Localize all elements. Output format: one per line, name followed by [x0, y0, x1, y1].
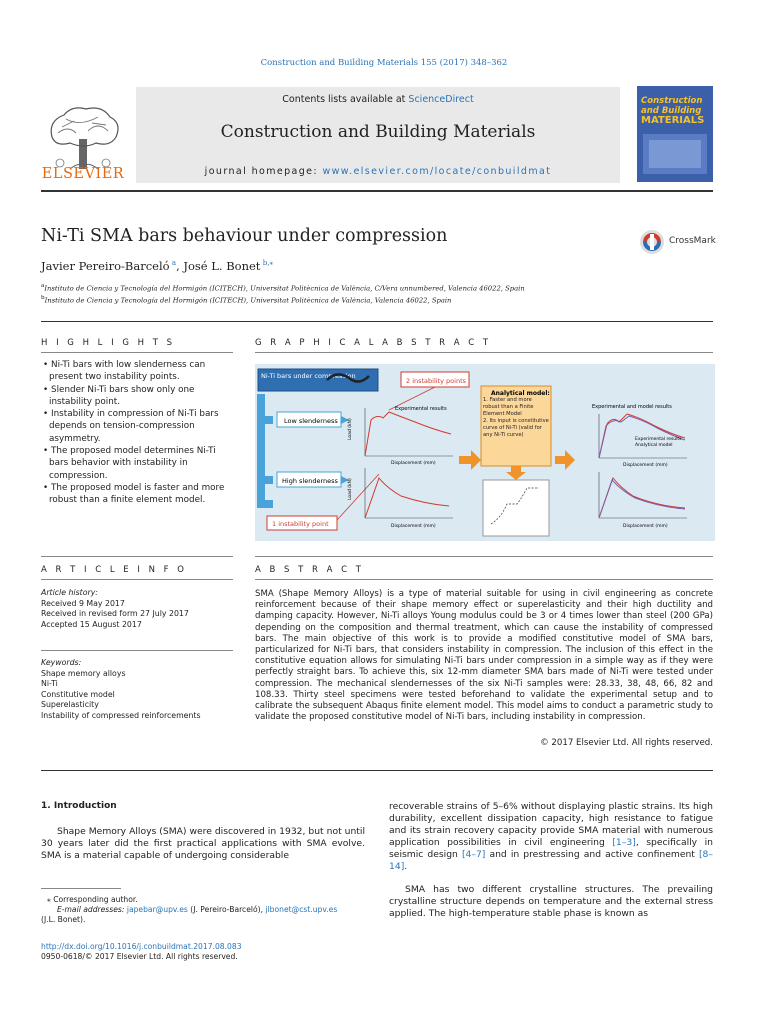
load-label-1: Load (kN) [348, 418, 353, 440]
contents-line: Contents lists available at ScienceDirect [282, 94, 474, 105]
article-info-top-rule [41, 556, 233, 557]
disp-label-1: Displacement (mm) [391, 461, 436, 466]
title-divider [41, 321, 713, 322]
email-link-1[interactable]: japebar@upv.es [126, 905, 188, 915]
disp-label-2: Displacement (mm) [391, 524, 436, 529]
article-info-heading: A R T I C L E I N F O [41, 565, 187, 575]
chart-high-slenderness [347, 468, 453, 529]
intro-paragraph-1: Shape Memory Alloys (SMA) were discovered in 1932, but not until 30 years later did the first practical applications with SMA evolve. SMA is a material capable of undergoing considerable [41, 826, 365, 861]
graphical-abstract-heading: G R A P H I C A L A B S T R A C T [255, 338, 492, 348]
keyword: Ni-Ti [41, 679, 58, 689]
author1-affil-link[interactable]: a [171, 259, 177, 268]
footnote-rule [41, 888, 121, 889]
publisher-name: ELSEVIER [41, 166, 125, 182]
affiliation-b: $^b$Instituto de Ciencia y Tecnología del Hormigón (ICITECH), Universitat Politècnica de València, Valencia 46022, Spain [41, 295, 452, 305]
highlights-heading: H I G H L I G H T S [41, 338, 176, 348]
article-title: Ni-Ti SMA bars behaviour under compression [41, 226, 448, 246]
cover-title: Construction and Building MATERIALS [641, 96, 705, 126]
doi-link[interactable]: http://dx.doi.org/10.1016/j.conbuildmat.2017.08.083 [41, 942, 242, 951]
footnote-block: ⁎ Corresponding author. E-mail addresses: japebar@upv.es (J. Pereiro-Barceló), jlbonet@cst.upv.es (J.L. Bonet). [41, 895, 338, 925]
article-history: Article history: Received 9 May 2017 Received in revised form 27 July 2017 Accepted 15 August 2017 [41, 588, 189, 629]
bars-under-compression-label: Ni-Ti bars under compression [261, 372, 356, 380]
abstract-copyright: © 2017 Elsevier Ltd. All rights reserved. [540, 738, 713, 748]
legend-exp: Experimental results [635, 437, 682, 442]
exp-results-label-1: Experimental results [395, 406, 447, 412]
legend-model: Analytical model [635, 443, 673, 448]
highlights-rule [41, 352, 233, 353]
chart-low-slenderness [347, 406, 453, 466]
intro-paragraph-2: SMA has two different crystalline structures. The prevailing crystalline structure depends on temperature and the external stress applied. The high-temperature stable phase is known as [389, 884, 713, 919]
graphical-abstract-svg [255, 364, 715, 541]
section-heading-introduction: 1. Introduction [41, 801, 117, 811]
two-instability-points-label: 2 instability points [406, 377, 467, 385]
header-divider [41, 190, 713, 192]
exp-model-results-label: Experimental and model results [592, 404, 672, 410]
highlights-list [41, 359, 233, 507]
keyword: Constitutive model [41, 689, 115, 699]
graphical-abstract-rule [255, 352, 713, 353]
abstract-text: SMA (Shape Memory Alloys) is a type of material suitable for using in civil engineering as concrete reinforcement because of their shape memory effect or superelasticity and their high ductility and damping capacity. However, Ni-Ti alloys Young modulus could be 3 or 4 times lower than steel (200 GPa) depending on the composition and thermal treatment, which can cause the instability of compressed bars. The main objective of this work is to provide a modified constitutive model of SMA bars, particularized for Ni-Ti bars, that considers instability in compression. The inclusion of this effect in the constitutive equation allows for simulating Ni-Ti bars under compression in a simple way as if they were perfectly straight bars. To achieve this, six 12-mm diameter SMA bars made of Ni-Ti were tested under compression. The mechanical slendernesses of the six Ni-Ti samples were: 28.33, 38, 48, 66, 82 and 108.33. Thirty steel specimens were tested beforehand to validate the experimental setup and to calibrate the subsequent Abaqus finite element model. This model aims to conduct a parametric study to validate the proposed constitutive model of Ni-Ti bars, including instability in compression. [255, 589, 713, 723]
chart-model-low [592, 404, 687, 468]
keyword: Instability of compressed reinforcements [41, 710, 201, 720]
abstract-top-rule [255, 556, 713, 557]
keywords-rule [41, 650, 233, 651]
keyword: Superelasticity [41, 700, 99, 710]
low-slenderness-label: Low slenderness [284, 417, 338, 425]
highlight-item: • The proposed model determines Ni-Ti bars behavior with instability in compression. [43, 446, 216, 481]
ref-link-1-3[interactable]: [1–3] [612, 836, 636, 848]
author2-affil-link[interactable]: b,⁎ [262, 259, 273, 268]
one-instability-point-label: 1 instability point [272, 520, 329, 528]
crossmark-label: CrossMark [669, 236, 716, 246]
highlight-item: • Ni-Ti bars with low slenderness can present two instability points. [43, 360, 206, 383]
email-link-2[interactable]: jlbonet@cst.upv.es [265, 905, 338, 915]
abstract-heading: A B S T R A C T [255, 565, 364, 575]
load-label-2: Load (kN) [348, 478, 353, 500]
crossmark-badge[interactable] [639, 229, 716, 255]
journal-name: Construction and Building Materials [220, 122, 536, 142]
keyword: Shape memory alloys [41, 668, 126, 678]
doi-block: http://dx.doi.org/10.1016/j.conbuildmat.2017.08.083 0950-0618/© 2017 Elsevier Ltd. All rights reserved. [41, 942, 381, 962]
author-list: Javier Pereiro-Barceló $^a$, José L. Bonet $^{b,⁎}$ [41, 259, 273, 273]
highlight-item: • Slender Ni-Ti bars show only one instability point. [43, 384, 195, 407]
disp-label-4: Displacement (mm) [623, 524, 668, 529]
highlight-item: • Instability in compression of Ni-Ti bars depends on tension-compression asymmetry. [43, 409, 219, 444]
article-info-rule [41, 579, 233, 580]
abstract-rule [255, 579, 713, 580]
crossmark-icon [639, 229, 665, 255]
highlight-item: • The proposed model is faster and more robust than a finite element model. [43, 482, 225, 506]
journal-homepage: journal homepage: www.elsevier.com/locate/conbuildmat [204, 166, 552, 177]
intro-col2-paragraph: recoverable strains of 5–6% without displaying plastic strains. Its high durability, excellent dissipation capacity, high resistance to fatigue and its strain recovery capacity provide SMA material with numerous application possibilities in civil engineering [1–3], specifically in seismic design [4–7] and in prestressing and active confinement [8–14]. [389, 801, 713, 872]
abstract-bottom-rule [41, 770, 713, 771]
analytical-model-points: 1. Faster and more robust than a Finite Element Model 2. Its input is constitutive curve of Ni-Ti (valid for any Ni-Ti curve) [483, 397, 549, 438]
ref-link-4-7[interactable]: [4–7] [461, 848, 486, 860]
sciencedirect-link[interactable]: ScienceDirect [408, 94, 474, 105]
journal-citation[interactable]: Construction and Building Materials 155 (2017) 348–362 [260, 58, 508, 68]
affiliation-a: $^a$Instituto de Ciencia y Tecnología del Hormigón (ICITECH), Universitat Politècnica de València, C/Vera unnumbered, Valencia 46022, Spain [41, 283, 525, 293]
keywords-block: Keywords: Shape memory alloys Ni-Ti Constitutive model Superelasticity Instability of compressed reinforcements [41, 658, 233, 722]
chart-model-high [599, 472, 687, 529]
high-slenderness-label: High slenderness [282, 477, 338, 485]
disp-label-3: Displacement (mm) [623, 463, 668, 468]
homepage-link[interactable]: www.elsevier.com/locate/conbuildmat [322, 166, 552, 177]
graphical-abstract-figure[interactable] [255, 364, 715, 541]
ref-link-8-14[interactable]: [8–14] [389, 848, 713, 872]
analytical-model-title: Analytical model: [491, 390, 550, 397]
